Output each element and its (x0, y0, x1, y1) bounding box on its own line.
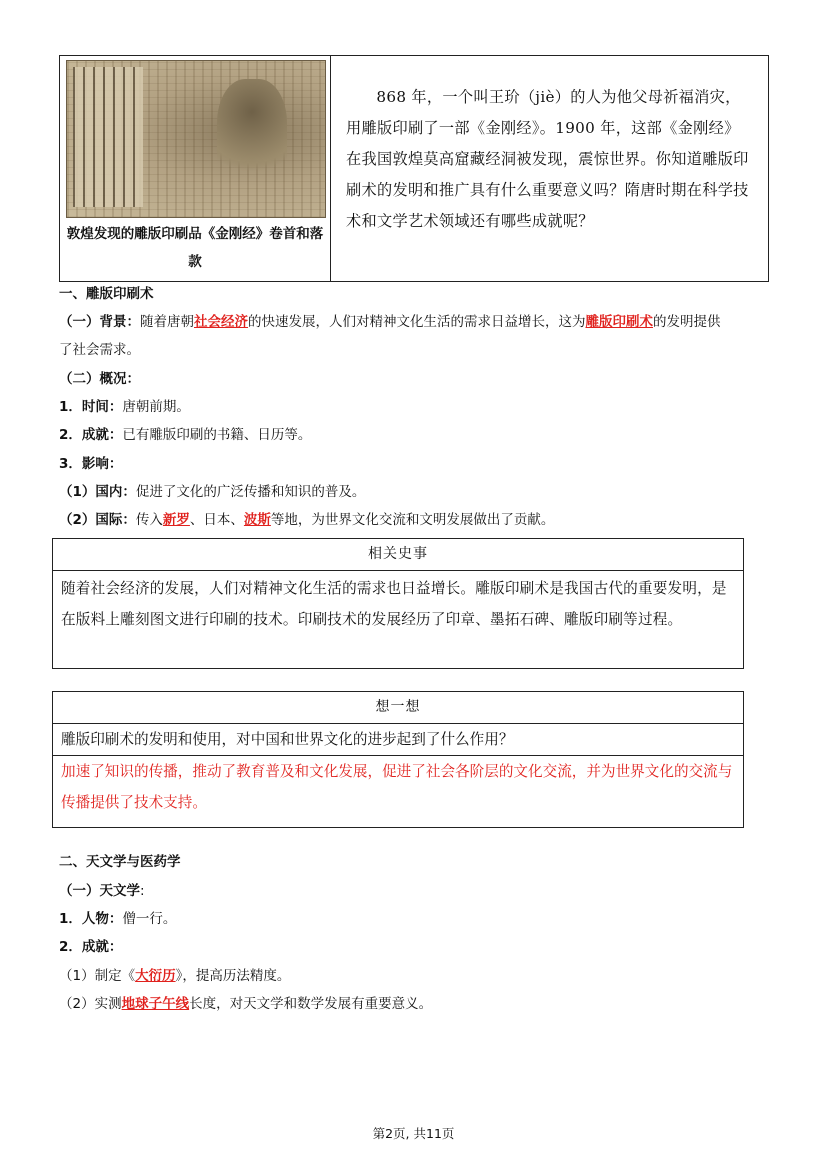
section1-title: 一、雕版印刷术 (59, 286, 154, 302)
section2-title: 二、天文学与医药学 (59, 854, 181, 870)
astro-item-1-text-1: （1）制定《 (59, 968, 136, 984)
think-box-question: 雕版印刷术的发明和使用，对中国和世界文化的进步起到了什么作用？ (53, 724, 743, 756)
international-text-1: 传入 (135, 512, 163, 528)
keyword-silla: 新罗 (162, 512, 190, 528)
figure-caption: 敦煌发现的雕版印刷品《金刚经》卷首和落款 (66, 226, 324, 270)
history-box-text: 随着社会经济的发展，人们对精神文化生活的需求也日益增长。雕版印刷术是我国古代的重要发明，是在版料上雕刻图文进行印刷的技术。印刷技术的发展经历了印章、墨拓石碑、雕版印刷等过程。 (61, 580, 727, 628)
astro-item-1 (59, 966, 290, 986)
keyword-persia: 波斯 (243, 512, 271, 528)
achievement-text: 已有雕版印刷的书籍、日历等。 (122, 427, 312, 443)
history-box-title: 相关史事 (53, 539, 743, 571)
international-text-2: 、日本、 (189, 512, 244, 528)
domestic-label: （1）国内： (59, 484, 136, 500)
astro-item-2-text-1: （2）实测 (59, 996, 122, 1012)
domestic-line (59, 482, 365, 502)
think-box (52, 691, 744, 828)
impact-label: 3．影响： (59, 456, 123, 472)
achievement-label: 2．成就： (59, 427, 123, 443)
table-divider (330, 56, 331, 281)
time-text: 唐朝前期。 (122, 399, 190, 415)
page-number: 第2页, 共11页 (372, 1126, 455, 1141)
scroll-text-panel (73, 67, 143, 207)
person-text: 僧一行。 (122, 911, 177, 927)
keyword-meridian: 地球子午线 (121, 996, 190, 1012)
overview-label: （二）概况： (59, 371, 140, 387)
astro-achievement-label: 2．成就： (59, 939, 123, 955)
history-box (52, 538, 744, 669)
person-label: 1．人物： (59, 911, 123, 927)
background-text-3: 的发明提供 (653, 314, 721, 330)
keyword-social-economy: 社会经济 (194, 314, 248, 330)
astro-item-2 (59, 994, 432, 1014)
achievement-line (59, 425, 311, 445)
diamond-sutra-image (66, 60, 326, 218)
astro-item-2-text-2: 长度，对天文学和数学发展有重要意义。 (189, 996, 433, 1012)
domestic-text: 促进了文化的广泛传播和知识的普及。 (135, 484, 366, 500)
time-line (59, 397, 190, 417)
international-label: （2）国际： (59, 512, 136, 528)
think-box-title: 想一想 (53, 692, 743, 724)
keyword-dayan-calendar: 大衍历 (135, 968, 176, 984)
intro-paragraph: 868 年，一个叫王玠（jiè）的人为他父母祈福消灾，用雕版印刷了一部《金刚经》。1900 年，这部《金刚经》在我国敦煌莫高窟藏经洞被发现，震惊世界。你知道雕版印刷术的发明和推广具有什么重要意义吗？隋唐时期在科学技术和文学艺术领域还有哪些成就呢？ (346, 88, 749, 230)
international-text-3: 等地，为世界文化交流和文明发展做出了贡献。 (270, 512, 555, 528)
person-line (59, 909, 176, 929)
keyword-block-printing: 雕版印刷术 (585, 314, 653, 330)
astronomy-label: （一）天文学 (59, 883, 140, 899)
background-line-2: 了社会需求。 (59, 342, 140, 358)
background-label: （一）背景： (59, 314, 140, 330)
time-label: 1．时间： (59, 399, 123, 415)
background-text-1: 随着唐朝 (140, 314, 194, 330)
international-line (59, 510, 554, 530)
astronomy-colon: : (140, 883, 145, 899)
intro-table (59, 55, 769, 282)
background-line (59, 312, 721, 332)
think-box-answer: 加速了知识的传播，推动了教育普及和文化发展，促进了社会各阶层的文化交流，并为世界文化的交流与传播提供了技术支持。 (61, 763, 733, 811)
astro-item-1-text-2: 》，提高历法精度。 (175, 968, 291, 984)
background-text-2: 的快速发展，人们对精神文化生活的需求日益增长，这为 (248, 314, 586, 330)
astronomy-line (59, 881, 145, 901)
buddha-figure (217, 79, 287, 189)
